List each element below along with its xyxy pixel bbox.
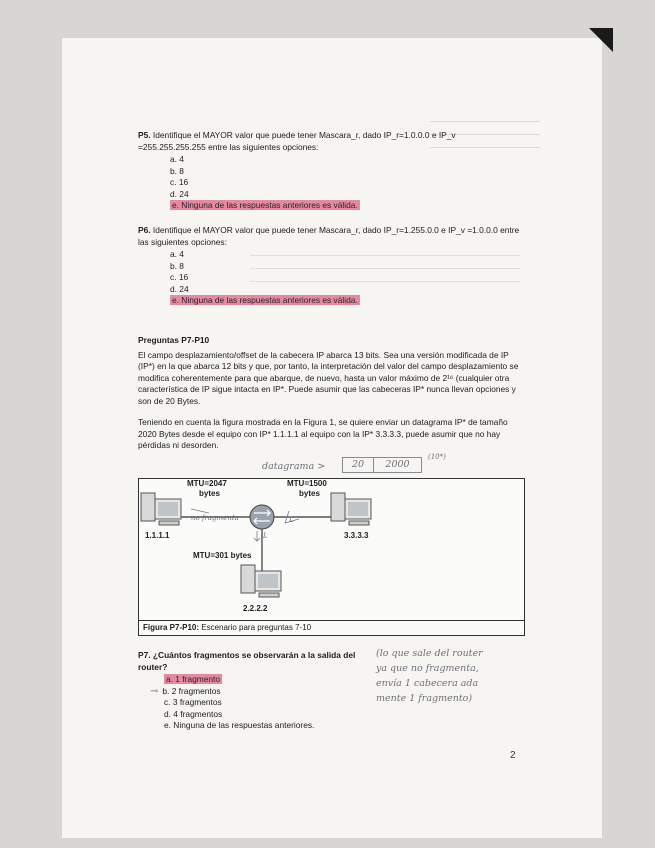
pencil-arrow-mark: → (150, 685, 159, 697)
handwritten-box (342, 457, 422, 473)
highlighted-option[interactable]: e. Ninguna de las respuestas anteriores es válida. (172, 295, 358, 305)
mtu-left: MTU=2047 (187, 479, 227, 488)
box-right-value: 2000 (385, 459, 410, 470)
mtu-right-unit: bytes (299, 489, 320, 498)
folded-corner (589, 28, 613, 52)
option[interactable]: d. 24 (170, 188, 189, 199)
computer-icon (241, 565, 281, 597)
caption-text: Escenario para preguntas 7-10 (199, 623, 312, 632)
option[interactable]: e. Ninguna de las respuestas anteriores. (164, 720, 315, 730)
scenario-paragraph: Teniendo en cuenta la figura mostrada en la Figura 1, se quiere enviar un datagrama IP* de tamaño 2020 Bytes desde el equipo con IP* 1.1.1.1 al equipo con la IP* 3.3.3.3, puede asumir que no hay pérdidas ni desorden. (138, 417, 508, 450)
option-list (170, 154, 523, 212)
question-text: Identifique el MAYOR valor que puede tener Mascara_r, dado IP_r=1.255.0.0 e IP_v =1.0.0.0 entre las siguientes opciones: (138, 225, 520, 247)
question-p7 (138, 650, 378, 732)
option[interactable]: c. 16 (170, 177, 189, 187)
question-text: ¿Cuántos fragmentos se observarán a la salida del router? (138, 650, 356, 672)
question-number: P7. (138, 650, 151, 660)
option[interactable]: a. 4 (170, 154, 184, 164)
handwritten-answer-note (376, 648, 526, 704)
note-line: envía 1 cabecera ada (376, 678, 479, 689)
option[interactable]: b. 8 (170, 260, 184, 271)
note-line: ya que no fragmenta, (376, 663, 479, 674)
highlighted-option[interactable]: a. 1 fragmento (166, 674, 221, 684)
pencil-arrow (254, 531, 260, 541)
mtu-bottom: MTU=301 bytes (193, 551, 252, 560)
section-heading: Preguntas P7-P10 (138, 335, 210, 345)
option[interactable]: b. 2 fragmentos (162, 685, 221, 696)
network-figure (138, 478, 525, 636)
handwritten-no-fragmenta: no fragmenta (191, 514, 239, 522)
handwritten-datagram-label: datagrama > (262, 461, 326, 472)
computer-icon (141, 493, 181, 525)
option-list (170, 249, 523, 307)
host-bottom-ip: 2.2.2.2 (243, 604, 268, 613)
network-diagram (139, 479, 524, 621)
highlighted-option[interactable]: e. Ninguna de las respuestas anteriores es válida. (172, 200, 358, 210)
figure-caption (139, 620, 524, 635)
mtu-left-unit: bytes (199, 489, 220, 498)
handwritten-note: (10*) (428, 453, 446, 461)
box-left-value: 20 (343, 458, 374, 472)
host-left-ip: 1.1.1.1 (145, 531, 170, 540)
section-p7-p10 (138, 335, 523, 452)
section-paragraph: El campo desplazamiento/offset de la cabecera IP abarca 13 bits. Sea una versión modificada de IP (IP*) en la que abarca 12 bits y que, por tanto, la interpretación del valor del campo desplazamiento se modifica coherentemente para que abarque, de nuevo, hasta un valor máximo de 2¹⁶ (cualquier otra característica de IP sigue intacta en IP*. Puede asumir que las cabeceras IP* nunca llevan opciones y son de 20 Bytes. (138, 349, 519, 406)
question-p5 (138, 130, 523, 212)
option[interactable]: a. 4 (170, 249, 184, 259)
question-number: P6. (138, 225, 151, 235)
question-p6 (138, 225, 523, 307)
option[interactable]: d. 24 (170, 283, 189, 294)
router-icon (250, 505, 274, 529)
question-number: P5. (138, 130, 151, 140)
option[interactable]: c. 16 (170, 272, 189, 282)
note-line: (lo que sale del router (376, 648, 483, 659)
option-list (150, 674, 378, 732)
option[interactable]: b. 8 (170, 165, 184, 176)
host-right-ip: 3.3.3.3 (344, 531, 369, 540)
question-text: Identifique el MAYOR valor que puede tener Mascara_r, dado IP_r=1.0.0.0 e IP_v =255.255.255.255 entre las siguientes opciones: (138, 130, 456, 152)
option[interactable]: c. 3 fragmentos (164, 697, 222, 707)
mtu-right: MTU=1500 (287, 479, 327, 488)
option[interactable]: d. 4 fragmentos (164, 708, 223, 719)
page-number: 2 (510, 750, 516, 761)
caption-label: Figura P7-P10: (143, 623, 200, 632)
handwritten-arrow-label: L (289, 516, 294, 524)
handwritten-arrow-label: L (263, 532, 268, 540)
note-line: mente 1 fragmento) (376, 693, 473, 704)
computer-icon (331, 493, 371, 525)
